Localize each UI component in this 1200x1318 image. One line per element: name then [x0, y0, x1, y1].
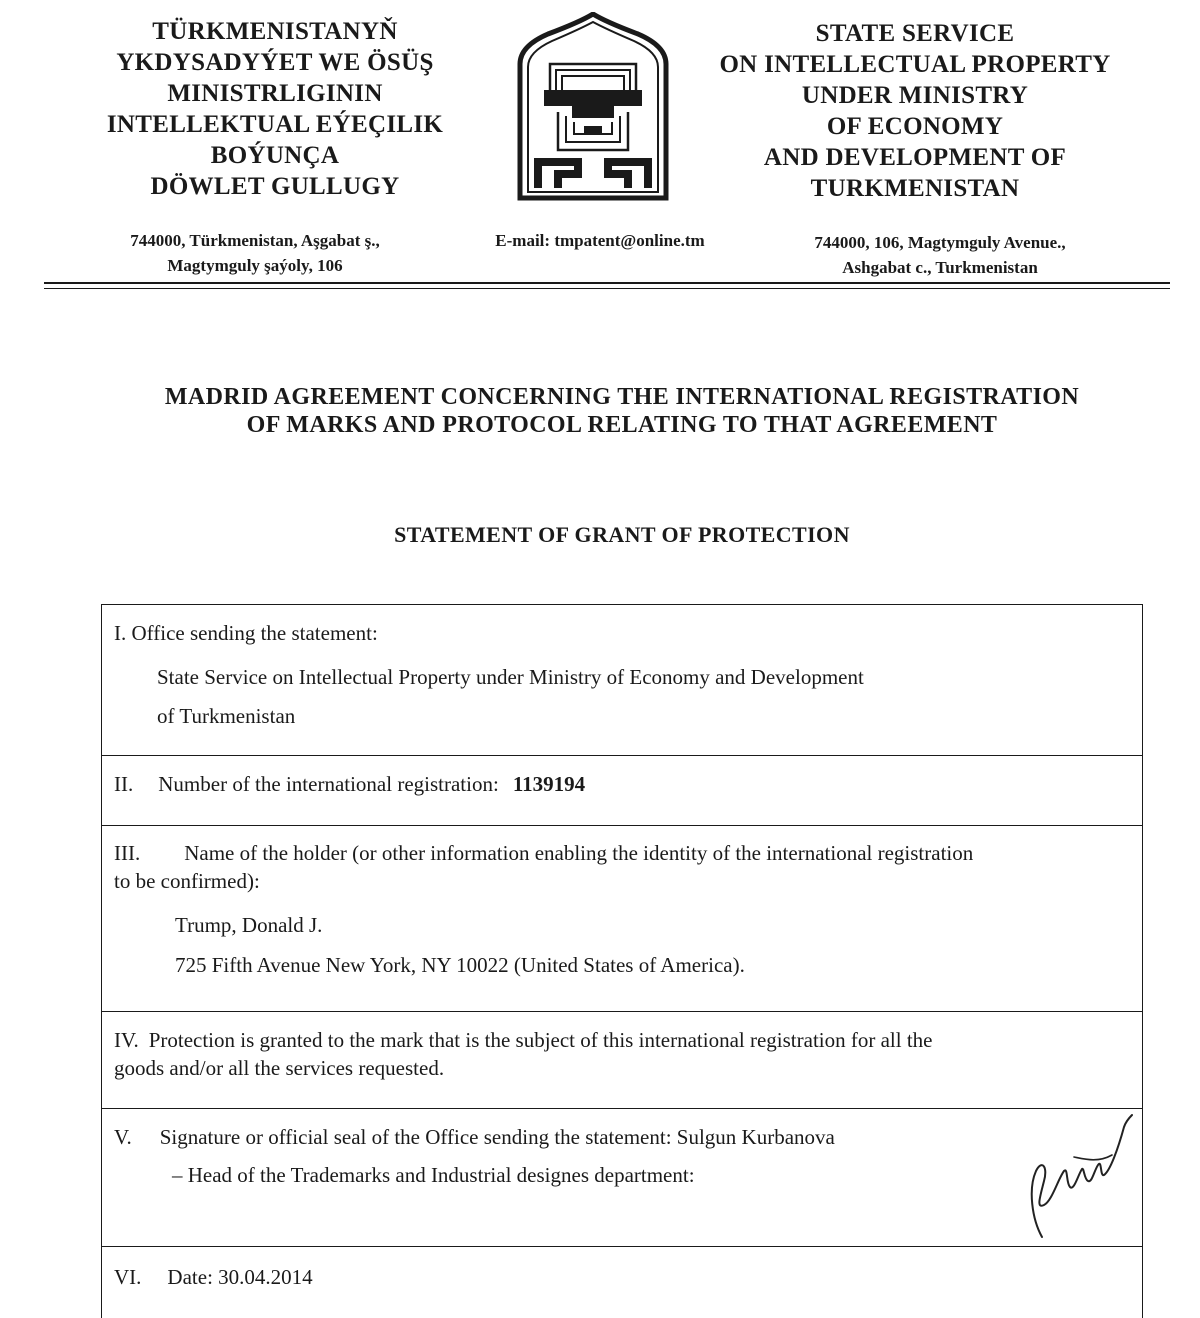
- holder-address: 725 Fifth Avenue New York, NY 10022 (United States of America).: [175, 953, 745, 977]
- handwritten-signature-icon: [1014, 1109, 1134, 1245]
- section-office-value: State Service on Intellectual Property under Ministry of Economy and Development of Turkmenistan: [157, 665, 864, 728]
- section-holder-label-cont: to be confirmed):: [114, 869, 260, 893]
- section-number: IV.: [114, 1028, 139, 1052]
- holder-details: [114, 905, 1142, 985]
- address-right: 744000, 106, Magtymguly Avenue., Ashgabat c., Turkmenistan: [814, 233, 1066, 277]
- header-left-title: TÜRKMENISTANYŇ YKDYSADYÝET WE ÖSÜŞ MINISTRLIGININ INTELLEKTUAL EÝEÇILIK BOÝUNÇA DÖWLET GULLUGY: [106, 18, 444, 200]
- patent-office-emblem-icon: [514, 12, 672, 202]
- section-number: III.: [114, 841, 141, 865]
- section-signature-label: Signature or official seal of the Office sending the statement: Sulgun Kurbanova: [159, 1125, 835, 1149]
- header-right-title: STATE SERVICE ON INTELLECTUAL PROPERTY UNDER MINISTRY OF ECONOMY AND DEVELOPMENT OF TURKMENISTAN: [719, 20, 1111, 202]
- address-left: 744000, Türkmenistan, Aşgabat ş., Magtymguly şaýoly, 106: [130, 231, 380, 275]
- section-signature: [102, 1109, 1142, 1247]
- section-number: VI.: [114, 1265, 142, 1289]
- section-date: [102, 1247, 1142, 1318]
- statement-title: STATEMENT OF GRANT OF PROTECTION: [394, 522, 850, 547]
- section-registration: [102, 756, 1142, 826]
- section-protection-text: Protection is granted to the mark that is the subject of this international registration for all the: [148, 1028, 933, 1052]
- agreement-title: MADRID AGREEMENT CONCERNING THE INTERNATIONAL REGISTRATION OF MARKS AND PROTOCOL RELATING TO THAT AGREEMENT: [164, 384, 1080, 438]
- statement-date: 30.04.2014: [218, 1265, 313, 1289]
- section-protection: [102, 1012, 1142, 1109]
- signatory-department: – Head of the Trademarks and Industrial designes department:: [172, 1163, 695, 1187]
- section-office-label: I. Office sending the statement:: [114, 621, 378, 645]
- statement-form: [101, 604, 1143, 1318]
- section-holder-label: Name of the holder (or other information enabling the identity of the international registration: [184, 841, 974, 865]
- section-date-label: Date:: [167, 1265, 213, 1289]
- section-office: [102, 605, 1142, 756]
- section-registration-label: Number of the international registration:: [158, 772, 499, 796]
- holder-name: Trump, Donald J.: [175, 913, 323, 937]
- registration-number: 1139194: [512, 772, 586, 796]
- section-protection-text-cont: goods and/or all the services requested.: [114, 1056, 445, 1080]
- email-address: E-mail: tmpatent@online.tm: [495, 231, 705, 250]
- section-number: II.: [114, 772, 134, 796]
- section-holder: [102, 826, 1142, 1012]
- header-divider: [44, 282, 1170, 284]
- header-divider-thin: [44, 288, 1170, 289]
- section-number: V.: [114, 1125, 132, 1149]
